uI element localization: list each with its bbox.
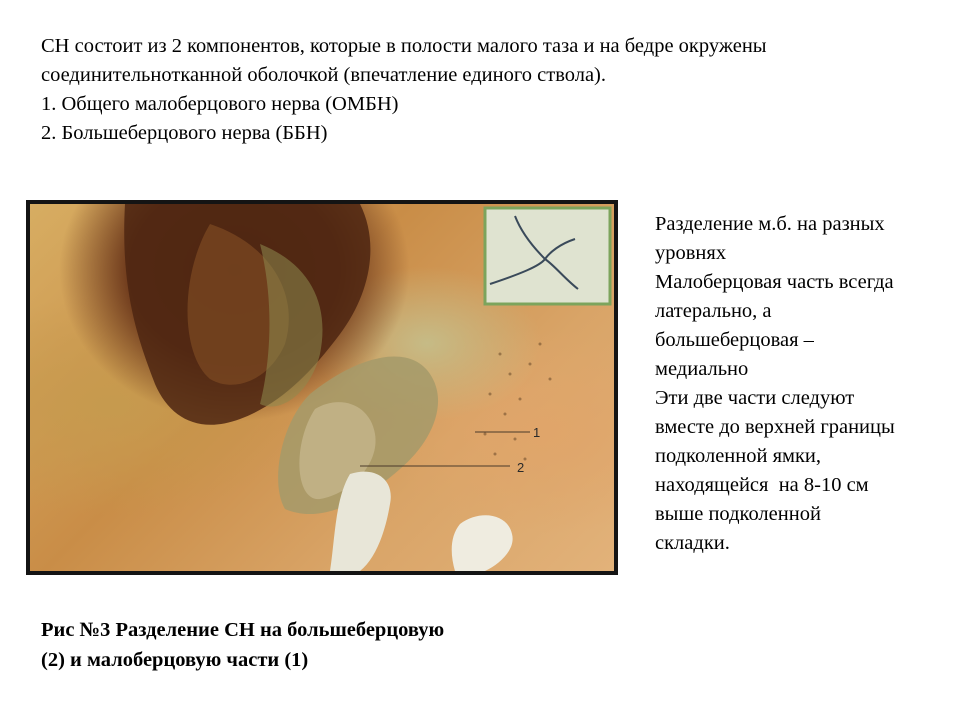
side-line: подколенной ямки, [655,445,822,467]
side-line: Малоберцовая часть всегда [655,271,894,293]
speckle-dots [484,343,552,461]
side-line: Разделение м.б. на разных [655,213,885,235]
figure-caption [41,615,561,675]
figure-label-2: 2 [517,460,525,475]
intro-line-2: соединительнотканной оболочкой (впечатление единого ствола). [41,64,607,86]
side-line: медиально [655,358,749,380]
side-line: уровнях [655,242,727,264]
anatomy-photo-illustration [30,204,614,571]
anatomy-photo-frame [26,200,618,575]
intro-line-1: СН состоит из 2 компонентов, которые в полости малого таза и на бедре окружены [41,35,767,57]
intro-item-2: 2. Большеберцового нерва (ББН) [41,122,328,144]
side-description [655,210,945,558]
caption-line-1: Рис №3 Разделение СН на большеберцовую [41,619,445,641]
glove-finger-shape [452,515,513,571]
side-line: большеберцовая – [655,329,814,351]
side-line: складки. [655,532,730,554]
figure-label-1: 1 [533,425,541,440]
intro-text [41,32,921,148]
intro-item-1: 1. Общего малоберцового нерва (ОМБН) [41,93,399,115]
side-line: Эти две части следуют [655,387,855,409]
side-line: латерально, а [655,300,772,322]
anatomy-photo [30,204,614,571]
caption-line-2: (2) и малоберцовую части (1) [41,649,309,671]
side-line: выше подколенной [655,503,821,525]
side-line: вместе до верхней границы [655,416,895,438]
side-line: находящейся на 8-10 см [655,474,869,496]
